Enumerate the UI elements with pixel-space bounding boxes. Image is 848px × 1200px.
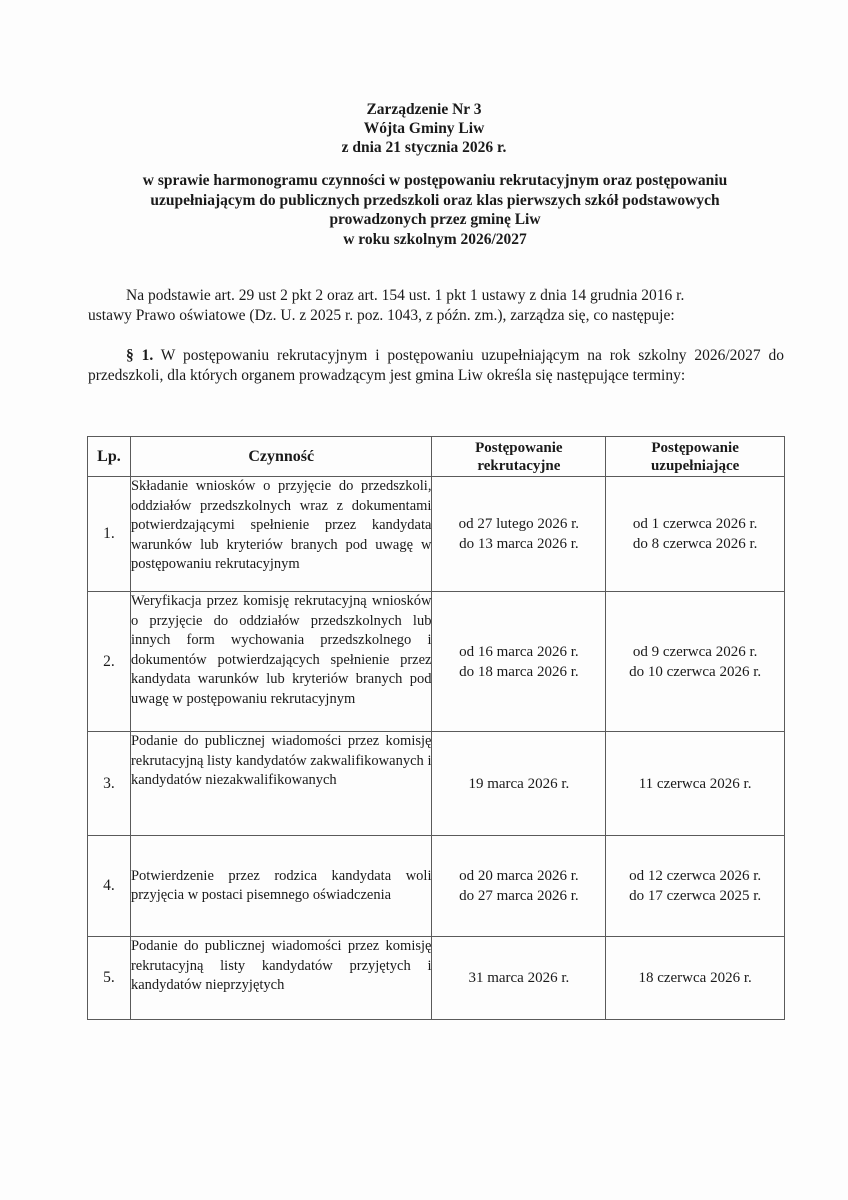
header-recruitment: [432, 437, 606, 477]
legal-basis: [88, 286, 788, 326]
date-single: 11 czerwca 2026 r.: [638, 775, 752, 792]
table-row: [88, 592, 785, 732]
row-activity: Weryfikacja przez komisję rekrutacyjną wniosków o przyjęcie do oddziałów przedszkolnych lub innych form wychowania przedszkolnego i dokumentów potwierdzających spełnienie przez kandydata warunków lub kryteriów branych pod uwagę w postępowaniu rekrutacyjnym: [130, 592, 432, 732]
subject-line: uzupełniającym do publicznych przedszkoli oraz klas pierwszych szkół podstawowych: [150, 191, 720, 209]
date-to: do 17 czerwca 2025 r.: [629, 888, 762, 904]
date-to: do 13 marca 2026 r.: [459, 536, 579, 552]
recruitment-dates: [432, 477, 606, 592]
date-from: od 20 marca 2026 r.: [459, 868, 579, 884]
recruitment-dates: [432, 937, 606, 1020]
supplementary-dates: [606, 836, 785, 937]
row-number: 1.: [88, 477, 131, 592]
date-to: do 8 czerwca 2026 r.: [632, 536, 758, 552]
legal-basis-line: Na podstawie art. 29 ust 2 pkt 2 oraz art. 154 ust. 1 pkt 1 ustawy z dnia 14 grudnia 2016 r.: [126, 287, 685, 304]
header-supplementary: [606, 437, 785, 477]
header-supplementary-line2: uzupełniające: [650, 457, 740, 474]
table-row: [88, 937, 785, 1020]
row-activity: Potwierdzenie przez rodzica kandydata woli przyjęcia w postaci pisemnego oświadczenia: [130, 836, 432, 937]
row-activity: Składanie wniosków o przyjęcie do przedszkoli, oddziałów przedszkolnych wraz z dokumentami potwierdzającymi spełnienie przez kandydata warunków lub kryteriów branych pod uwagę w postępowaniu rekrutacyjnym: [130, 477, 432, 592]
subject-line: prowadzonych przez gminę Liw: [329, 211, 541, 228]
header-lp: Lp.: [88, 437, 131, 477]
paragraph-1: [88, 346, 784, 386]
supplementary-dates: [606, 937, 785, 1020]
document-header: [0, 100, 848, 157]
issuer: Wójta Gminy Liw: [363, 120, 485, 137]
date-to: do 18 marca 2026 r.: [459, 663, 579, 680]
row-number: 5.: [88, 937, 131, 1020]
table-header-row: [88, 437, 785, 477]
header-supplementary-line1: Postępowanie: [651, 439, 739, 456]
date-single: 31 marca 2026 r.: [468, 970, 570, 986]
document-subject: [90, 171, 780, 249]
schedule-table: [87, 436, 785, 1020]
row-activity: Podanie do publicznej wiadomości przez komisję rekrutacyjną listy kandydatów przyjętych i kandydatów nieprzyjętych: [130, 937, 432, 1020]
date-from: od 27 lutego 2026 r.: [458, 516, 580, 532]
legal-basis-line: ustawy Prawo oświatowe (Dz. U. z 2025 r. poz. 1043, z późn. zm.), zarządza się, co następuje:: [88, 307, 675, 324]
issue-date: z dnia 21 stycznia 2026 r.: [341, 139, 507, 156]
table-row: [88, 477, 785, 592]
ordinance-number: Zarządzenie Nr 3: [366, 101, 482, 118]
date-to: do 10 czerwca 2026 r.: [629, 663, 762, 680]
recruitment-dates: [432, 592, 606, 732]
date-single: 18 czerwca 2026 r.: [638, 970, 752, 986]
recruitment-dates: [432, 836, 606, 937]
date-from: od 16 marca 2026 r.: [459, 643, 579, 660]
supplementary-dates: [606, 592, 785, 732]
row-number: 4.: [88, 836, 131, 937]
paragraph-text: W postępowaniu rekrutacyjnym i postępowaniu uzupełniającym na rok szkolny 2026/2027 do przedszkoli, dla których organem prowadzącym jest gmina Liw określa się następujące terminy:: [88, 347, 784, 384]
supplementary-dates: [606, 477, 785, 592]
date-from: od 1 czerwca 2026 r.: [632, 516, 758, 532]
row-activity: Podanie do publicznej wiadomości przez komisję rekrutacyjną listy kandydatów zakwalifikowanych i kandydatów niezakwalifikowanych: [130, 732, 432, 836]
header-activity: Czynność: [130, 437, 432, 477]
date-from: od 12 czerwca 2026 r.: [629, 868, 762, 884]
row-number: 2.: [88, 592, 131, 732]
date-from: od 9 czerwca 2026 r.: [632, 643, 758, 660]
recruitment-dates: [432, 732, 606, 836]
header-recruitment-line1: Postępowanie: [475, 439, 563, 456]
supplementary-dates: [606, 732, 785, 836]
date-to: do 27 marca 2026 r.: [459, 888, 579, 904]
subject-line: w sprawie harmonogramu czynności w postępowaniu rekrutacyjnym oraz postępowaniu: [142, 172, 728, 189]
date-single: 19 marca 2026 r.: [468, 775, 570, 792]
section-mark: § 1.: [126, 347, 154, 364]
row-number: 3.: [88, 732, 131, 836]
header-recruitment-line2: rekrutacyjne: [477, 457, 561, 474]
table-row: [88, 732, 785, 836]
table-row: [88, 836, 785, 937]
subject-line: w roku szkolnym 2026/2027: [343, 230, 527, 248]
